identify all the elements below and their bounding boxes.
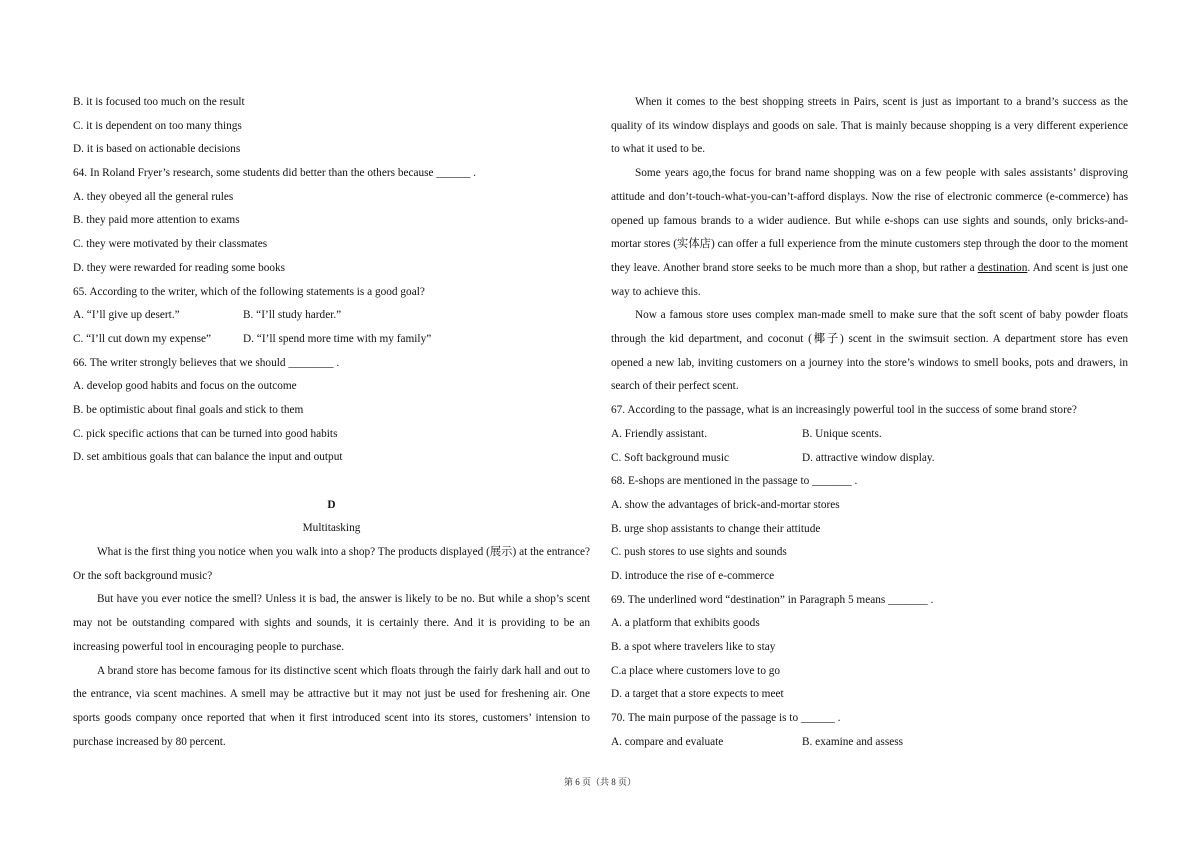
q65-row-ab: [73, 304, 590, 328]
q68-option-a: A. show the advantages of brick-and-mortar stores: [611, 498, 840, 511]
q68-option-d: D. introduce the rise of e-commerce: [611, 569, 775, 582]
q65-stem: 65. According to the writer, which of the following statements is a good goal?: [73, 285, 425, 298]
q63-option-b: B. it is focused too much on the result: [73, 96, 245, 108]
q64-stem: 64. In Roland Fryer’s research, some students did better than the others because ______ .: [73, 167, 476, 180]
q64-option-a: A. they obeyed all the general rules: [73, 190, 234, 203]
passage-paragraph-2: But have you ever notice the smell? Unless it is bad, the answer is likely to be no. But while a shop’s scent may not be outstanding compared with sights and sounds, it is certainly there. And it is providing to be an increasing powerful tool in encouraging people to purchase.: [73, 593, 590, 653]
q70-option-b: B. examine and assess: [802, 735, 904, 748]
left-column: [73, 91, 590, 754]
q67-row-ab: [611, 423, 1128, 447]
passage-paragraph-6: Now a famous store uses complex man-made smell to make sure that the soft scent of baby powder floats through the kid department, and coconut (椰子) scent in the swimsuit section. A department store has even opened a new lab, inviting customers on a journey into the store’s windows to smell books, pots and drawers, in search of their perfect scent.: [611, 309, 1128, 393]
passage-paragraph-4: When it comes to the best shopping streets in Pairs, scent is just as important to a brand’s success as the quality of its window displays and goods on sale. That is mainly because shopping is a very different experience to what it used to be.: [611, 96, 1128, 156]
q66-option-a: A. develop good habits and focus on the outcome: [73, 380, 297, 393]
q63-option-c: C. it is dependent on too many things: [73, 119, 242, 132]
q67-row-cd: [611, 447, 1128, 471]
paragraph-5-text-after: . And scent is just one way to achieve this.: [611, 261, 1128, 298]
q65-option-a: A. “I’ll give up desert.”: [73, 309, 180, 322]
q67-option-b: B. Unique scents.: [802, 427, 882, 440]
q69-option-a: A. a platform that exhibits goods: [611, 617, 760, 630]
q64-option-c: C. they were motivated by their classmates: [73, 238, 268, 251]
q65-option-c: C. “I’ll cut down my expense”: [73, 332, 212, 345]
q65-option-b: B. “I’ll study harder.”: [243, 309, 342, 322]
passage-paragraph-5: [611, 162, 1128, 304]
q64-option-d: D. they were rewarded for reading some books: [73, 261, 286, 274]
q67-option-c: C. Soft background music: [611, 451, 729, 464]
q67-option-d: D. attractive window display.: [802, 451, 935, 464]
q69-option-b: B. a spot where travelers like to stay: [611, 641, 776, 654]
passage-paragraph-1: What is the first thing you notice when you walk into a shop? The products displayed (展示) at the entrance? Or the soft background music?: [73, 546, 590, 582]
underlined-word-destination: destination: [977, 261, 1028, 274]
q69-stem: 69. The underlined word “destination” in Paragraph 5 means _______ .: [611, 593, 934, 606]
q67-stem: 67. According to the passage, what is an increasingly powerful tool in the success of some brand store?: [611, 404, 1077, 417]
q66-option-c: C. pick specific actions that can be turned into good habits: [73, 427, 338, 440]
q65-option-d: D. “I’ll spend more time with my family”: [243, 332, 432, 345]
q68-stem: 68. E-shops are mentioned in the passage to _______ .: [611, 475, 858, 488]
right-column: [611, 91, 1128, 754]
spacer: [73, 470, 590, 494]
q63-option-d: D. it is based on actionable decisions: [73, 143, 241, 156]
q65-row-cd: [73, 328, 590, 352]
section-letter: D: [327, 498, 336, 511]
q70-row-ab: [611, 731, 1128, 755]
q69-option-c: C.a place where customers love to go: [611, 664, 781, 677]
q69-option-d: D. a target that a store expects to meet: [611, 688, 784, 701]
q67-option-a: A. Friendly assistant.: [611, 427, 708, 440]
q70-option-a: A. compare and evaluate: [611, 735, 724, 748]
q68-option-c: C. push stores to use sights and sounds: [611, 546, 787, 559]
section-title: Multitasking: [302, 522, 361, 535]
q66-stem: 66. The writer strongly believes that we should ________ .: [73, 356, 340, 369]
q70-stem: 70. The main purpose of the passage is to ______ .: [611, 712, 841, 725]
q68-option-b: B. urge shop assistants to change their attitude: [611, 522, 821, 535]
q64-option-b: B. they paid more attention to exams: [73, 214, 240, 227]
q66-option-b: B. be optimistic about final goals and stick to them: [73, 403, 304, 416]
passage-paragraph-3: A brand store has become famous for its distinctive scent which floats through the fairly dark hall and out to the entrance, via scent machines. A smell may be attractive but it may not just be used for freshening air. One sports goods company once reported that when it first introduced scent into its stores, customers’ intension to purchase increased by 80 percent.: [73, 664, 590, 748]
paragraph-5-text-before: Some years ago,the focus for brand name shopping was on a few people with sales assistants’ disproving attitude and don’t-touch-what-you-can’t-afford displays. Now the rise of electronic commerce (e-commerce) has opened up famous brands to a wider audience. But while e-shops can use sights and sounds, only bricks-and-mortar stores (实体店) can offer a full experience from the minute customers step through the door to the moment they leave. Another brand store seeks to be much more than a shop, but rather a: [611, 167, 1128, 274]
page-footer: 第 6 页（共 8 页）: [563, 777, 636, 787]
q66-option-d: D. set ambitious goals that can balance the input and output: [73, 451, 343, 464]
